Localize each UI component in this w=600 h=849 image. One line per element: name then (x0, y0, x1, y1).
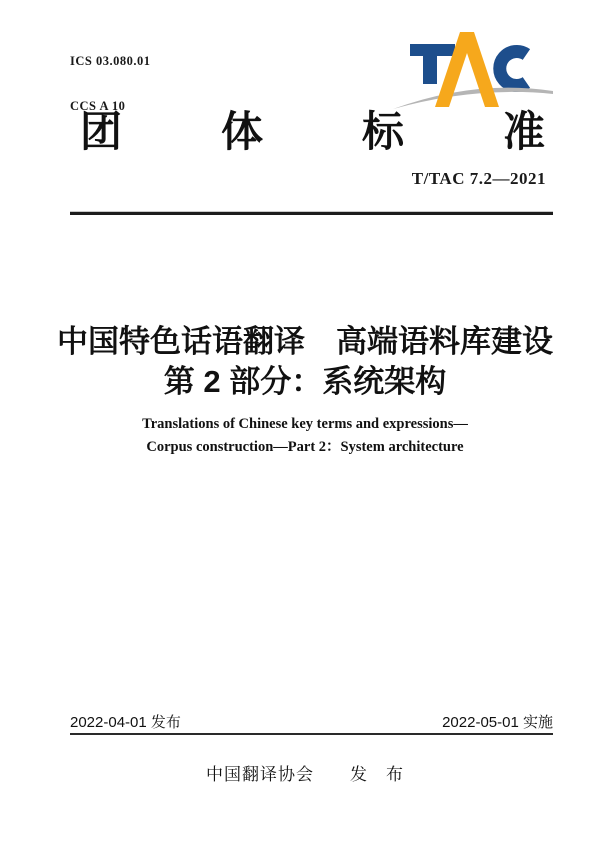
logo-letter-c (500, 52, 527, 86)
doc-type-char: 标 (361, 108, 404, 155)
bottom-rule (70, 733, 553, 735)
title-english-line1: Translations of Chinese key terms and expressions— (142, 416, 468, 432)
ics-code: ICS 03.080.01 (70, 54, 151, 68)
tac-logo-icon (390, 26, 555, 112)
doc-type-char: 准 (502, 108, 545, 155)
title-english-line2: Corpus construction—Part 2：System architecture (146, 439, 464, 455)
title-chinese (55, 322, 555, 402)
publisher-line: 中国翻译协会 发 布 (206, 765, 404, 784)
top-rule (70, 211, 553, 215)
title-english (55, 413, 555, 459)
logo-letter-a (435, 32, 499, 107)
implement-date: 2022-05-01 实施 (442, 714, 553, 731)
doc-type-title (80, 108, 545, 156)
title-chinese-line1: 中国特色话语翻译 高端语料库建设 (57, 324, 553, 359)
ccs-code: CCS A 10 (70, 99, 126, 113)
dates-row (70, 711, 553, 732)
issue-date: 2022-04-01 发布 (70, 714, 181, 731)
doc-type-char: 体 (220, 108, 263, 155)
standard-number: T/TAC 7.2—2021 (411, 169, 546, 188)
title-chinese-line2: 第 2 部分：系统架构 (163, 364, 447, 399)
doc-type-char: 团 (80, 108, 123, 155)
tac-logo (390, 26, 555, 112)
logo-swoosh-icon (393, 88, 553, 109)
